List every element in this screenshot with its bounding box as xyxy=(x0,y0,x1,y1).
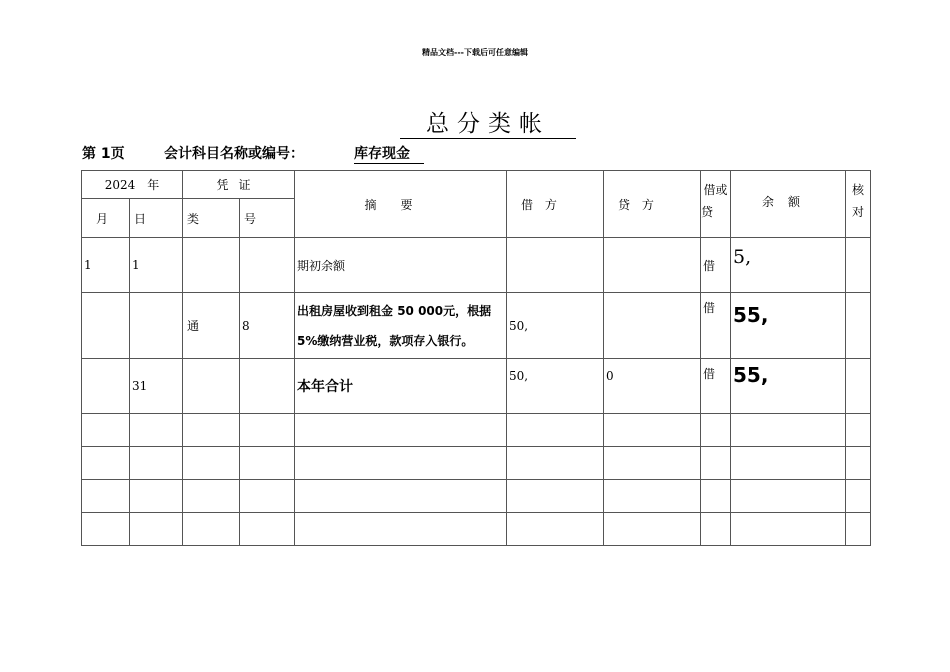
row-balance: 55, xyxy=(731,293,846,359)
check-header-line1: 核 xyxy=(852,183,865,197)
account-label: 会计科目名称或编号： xyxy=(164,146,304,162)
account-name: 库存现金 xyxy=(354,143,424,164)
voucher-no-header: 号 xyxy=(240,199,295,238)
row-day: 1 xyxy=(130,238,183,293)
row-balance: 5, xyxy=(731,238,846,293)
table-row xyxy=(82,293,871,359)
row-debit: 50, xyxy=(507,359,604,414)
row-day xyxy=(130,293,183,359)
row-voucher-type xyxy=(183,238,240,293)
row-dc: 借 xyxy=(701,293,731,359)
check-header-line2: 对 xyxy=(852,205,865,219)
row-month: 1 xyxy=(82,238,130,293)
page-number: 第 1页 xyxy=(82,146,125,162)
row-day: 31 xyxy=(130,359,183,414)
year-header xyxy=(82,171,183,199)
row-check xyxy=(846,359,871,414)
row-summary: 出租房屋收到租金 50 000元，根据5%缴纳营业税，款项存入银行。 xyxy=(295,293,507,359)
day-header: 日 xyxy=(130,199,183,238)
year-value: 2024 xyxy=(104,178,136,192)
debit-credit-header-line1: 借或 xyxy=(703,183,728,197)
row-month xyxy=(82,359,130,414)
table-row xyxy=(82,238,871,293)
row-credit xyxy=(604,293,701,359)
debit-credit-header xyxy=(701,171,731,238)
row-voucher-type xyxy=(183,359,240,414)
row-summary: 期初余额 xyxy=(295,238,507,293)
row-dc: 借 xyxy=(701,238,731,293)
row-debit: 50, xyxy=(507,293,604,359)
voucher-header: 凭证 xyxy=(183,171,295,199)
table-row-empty xyxy=(82,513,871,546)
summary-header: 摘要 xyxy=(295,171,507,238)
row-check xyxy=(846,238,871,293)
row-voucher-type: 通 xyxy=(183,293,240,359)
ledger-title: 总分类帐 xyxy=(400,110,576,139)
table-row xyxy=(82,359,871,414)
year-unit: 年 xyxy=(147,178,160,192)
row-voucher-no: 8 xyxy=(240,293,295,359)
row-summary: 本年合计 xyxy=(295,359,507,414)
debit-credit-header-line2: 贷 xyxy=(701,205,714,219)
table-row-empty xyxy=(82,447,871,480)
row-credit xyxy=(604,238,701,293)
row-voucher-no xyxy=(240,238,295,293)
balance-header: 余额 xyxy=(731,171,846,238)
credit-header: 贷 方 xyxy=(604,171,701,238)
debit-header: 借 方 xyxy=(507,171,604,238)
header-row-top xyxy=(82,171,871,199)
table-row-empty xyxy=(82,414,871,447)
row-month xyxy=(82,293,130,359)
row-balance: 55, xyxy=(731,359,846,414)
row-credit: 0 xyxy=(604,359,701,414)
table-row-empty xyxy=(82,480,871,513)
check-header xyxy=(846,171,871,238)
ledger-table xyxy=(81,170,871,546)
voucher-type-header: 类 xyxy=(183,199,240,238)
row-check xyxy=(846,293,871,359)
row-voucher-no xyxy=(240,359,295,414)
row-debit xyxy=(507,238,604,293)
row-dc: 借 xyxy=(701,359,731,414)
header-note: 精品文档---下载后可任意编辑 xyxy=(422,48,528,57)
month-header: 月 xyxy=(82,199,130,238)
